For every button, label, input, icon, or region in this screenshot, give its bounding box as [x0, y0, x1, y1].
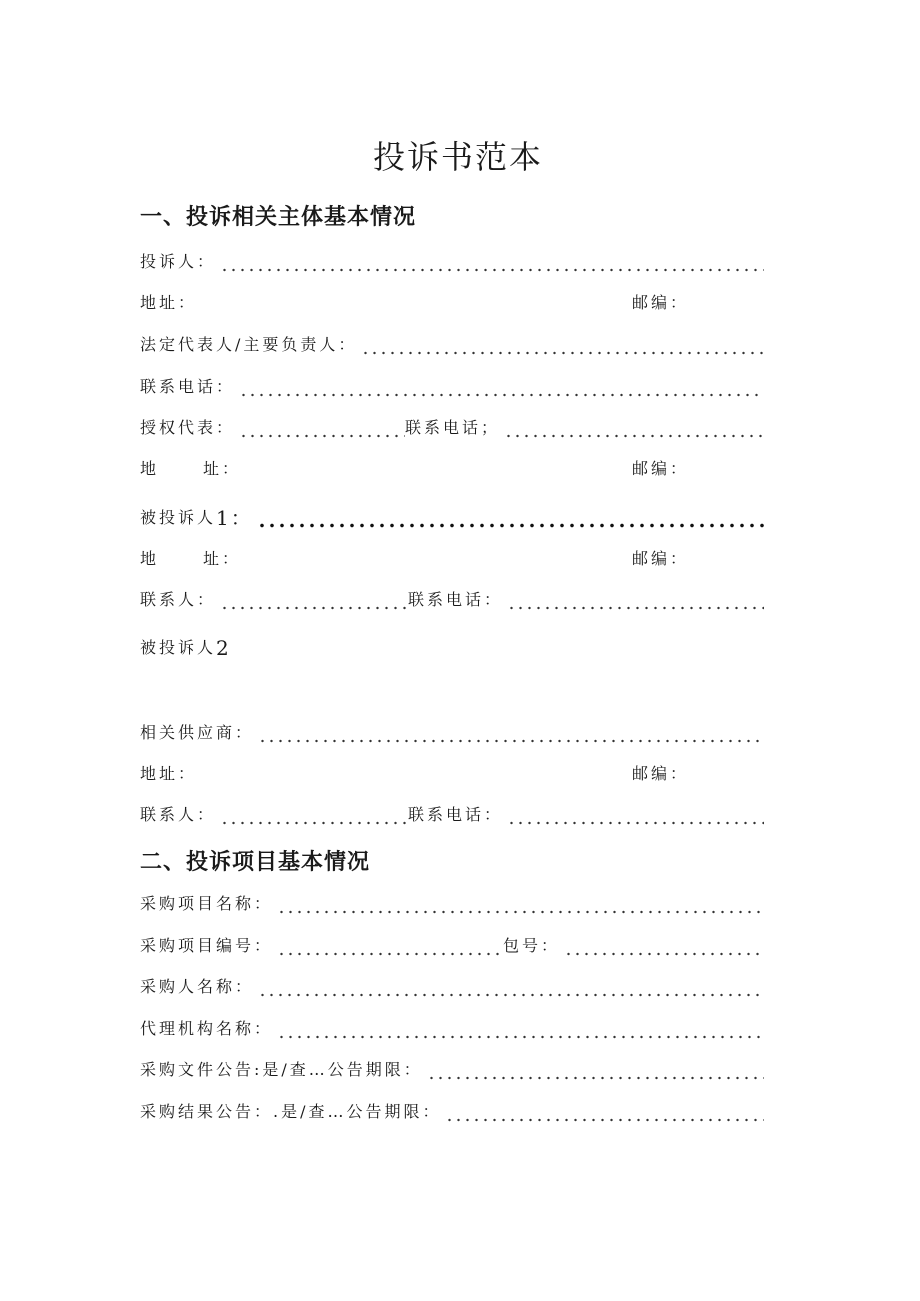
legal-rep-fill-line[interactable] [361, 339, 764, 355]
authorized-rep-phone-label: 联系电话； [405, 418, 501, 437]
respondent-1-address-label-right: 址： [203, 549, 242, 568]
result-notice-fill-line[interactable] [445, 1106, 764, 1122]
complainant-address-row [140, 289, 764, 313]
complainant-label: 投诉人： [140, 252, 217, 271]
respondent-1-fill-line[interactable] [257, 510, 764, 528]
authorized-rep-address-row [140, 455, 764, 479]
authorized-rep-postcode-label: 邮编： [632, 459, 690, 478]
supplier-contact-label: 联系人： [140, 805, 217, 824]
purchaser-fill-line[interactable] [258, 981, 764, 997]
respondent-1-contact-label: 联系人： [140, 590, 217, 609]
authorized-rep-address-label-right: 址： [203, 459, 242, 478]
agency-row [140, 1015, 764, 1039]
respondent-1-phone-label: 联系电话： [408, 590, 504, 609]
complainant-phone-fill-line[interactable] [239, 381, 764, 397]
project-name-label: 采购项目名称： [140, 894, 274, 913]
supplier-phone-fill-line[interactable] [507, 809, 764, 825]
respondent-1-number: 1： [216, 506, 253, 530]
authorized-rep-phone-fill-line[interactable] [504, 422, 764, 438]
supplier-label: 相关供应商： [140, 723, 255, 742]
result-notice-row [140, 1098, 764, 1122]
complainant-row [140, 248, 764, 272]
respondent-2-row [140, 630, 764, 658]
supplier-address-label: 地址： [140, 764, 198, 783]
legal-rep-row [140, 331, 764, 355]
complainant-address-label: 地址： [140, 293, 198, 312]
section-1-heading: 一、投诉相关主体基本情况 [140, 205, 417, 230]
supplier-contact-row [140, 801, 764, 825]
package-label: 包号： [503, 936, 561, 955]
respondent-1-postcode-label: 邮编： [632, 549, 690, 568]
respondent-1-row [140, 500, 764, 528]
result-notice-label: 采购结果公告：.是/查…公告期限： [140, 1102, 442, 1121]
project-name-fill-line[interactable] [277, 898, 764, 914]
respondent-1-phone-fill-line[interactable] [507, 594, 764, 610]
legal-rep-label: 法定代表人/主要负责人： [140, 335, 358, 354]
complainant-postcode-label: 邮编： [632, 293, 690, 312]
supplier-contact-fill-line[interactable] [220, 809, 408, 825]
supplier-phone-label: 联系电话： [408, 805, 504, 824]
supplier-fill-line[interactable] [258, 727, 764, 743]
project-number-row [140, 932, 764, 956]
package-fill-line[interactable] [564, 940, 764, 956]
agency-label: 代理机构名称： [140, 1019, 274, 1038]
authorized-rep-fill-line[interactable] [239, 422, 405, 438]
respondent-2-label: 被投诉人 [140, 638, 217, 657]
agency-fill-line[interactable] [277, 1023, 764, 1039]
authorized-rep-address-label-left: 地 [140, 459, 160, 478]
respondent-1-contact-fill-line[interactable] [220, 594, 408, 610]
project-number-fill-line[interactable] [277, 940, 503, 956]
respondent-1-contact-row [140, 586, 764, 610]
complainant-fill-line[interactable] [220, 256, 764, 272]
respondent-1-label: 被投诉人 [140, 508, 217, 527]
authorized-rep-label: 授权代表： [140, 418, 236, 437]
purchaser-row [140, 973, 764, 997]
project-name-row [140, 890, 764, 914]
complainant-phone-label: 联系电话： [140, 377, 236, 396]
complainant-phone-row [140, 373, 764, 397]
purchaser-label: 采购人名称： [140, 977, 255, 996]
document-title: 投诉书范本 [372, 138, 543, 176]
project-number-label: 采购项目编号： [140, 936, 274, 955]
respondent-2-number: 2 [216, 636, 231, 660]
doc-notice-fill-line[interactable] [427, 1064, 764, 1080]
authorized-rep-row [140, 414, 764, 438]
doc-notice-row [140, 1056, 764, 1080]
section-2-heading: 二、投诉项目基本情况 [140, 850, 371, 875]
respondent-1-address-row [140, 545, 764, 569]
supplier-row [140, 719, 764, 743]
doc-notice-label: 采购文件公告:是/查…公告期限： [140, 1060, 423, 1079]
supplier-postcode-label: 邮编： [632, 764, 690, 783]
supplier-address-row [140, 760, 764, 784]
respondent-1-address-label-left: 地 [140, 549, 160, 568]
